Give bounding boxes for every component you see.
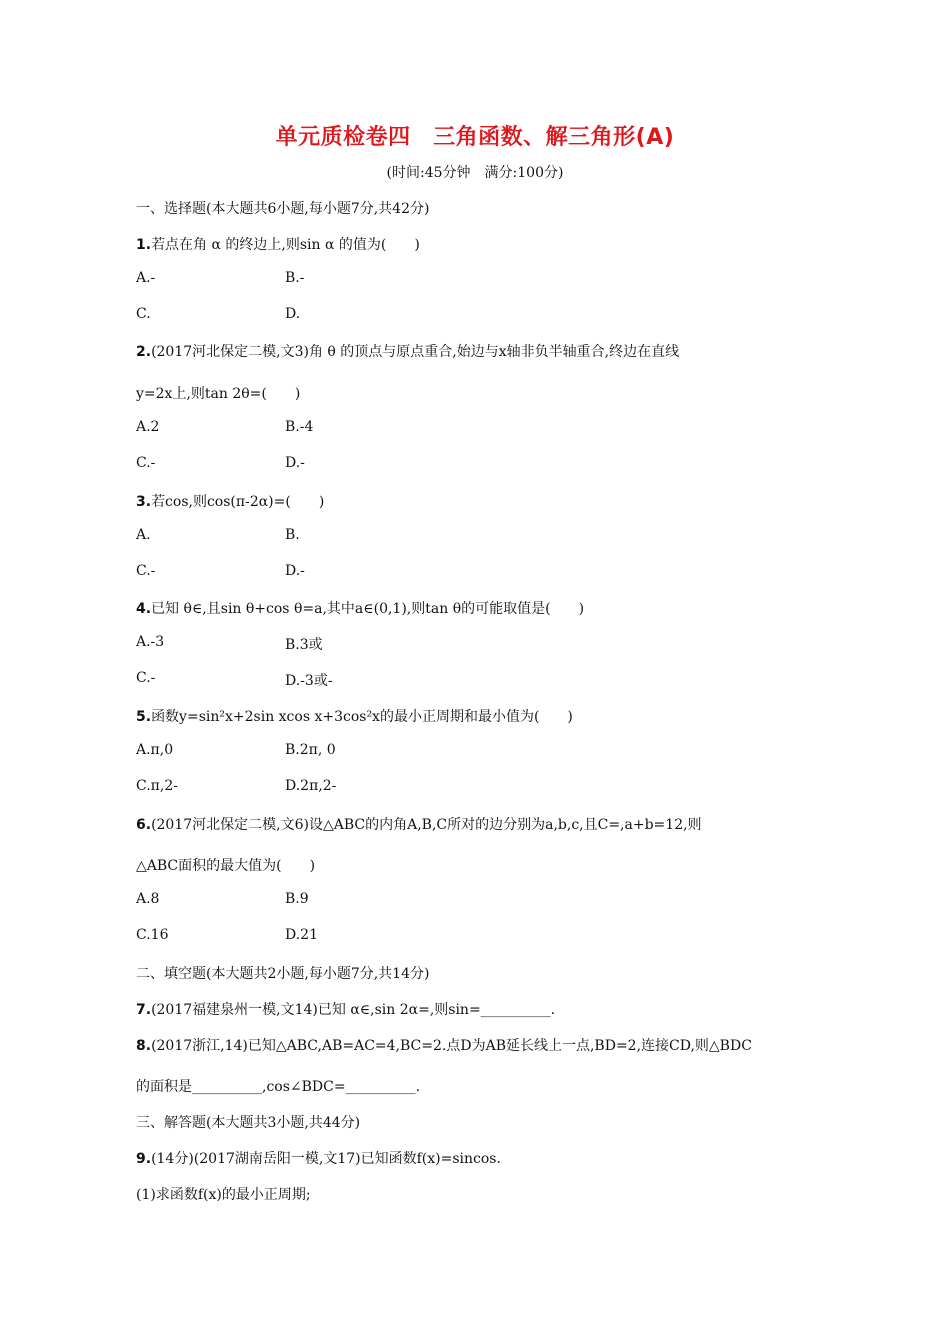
question-5 <box>136 706 573 726</box>
option-c: C.π,2- <box>136 778 178 794</box>
section-heading-solve: 三、解答题(本大题共3小题,共44分) <box>136 1115 361 1131</box>
question-number: 5. <box>136 709 152 725</box>
question-8 <box>136 1035 752 1055</box>
question-text: 函数y=sin²x+2sin xcos x+3cos²x的最小正周期和最小值为( ) <box>151 709 573 725</box>
question-9 <box>136 1148 501 1168</box>
option-a: A.π,0 <box>136 742 174 758</box>
option-b: B.-4 <box>285 419 314 435</box>
question-number: 2. <box>136 344 152 360</box>
section-heading-fill: 二、填空题(本大题共2小题,每小题7分,共14分) <box>136 966 430 982</box>
option-b: B.9 <box>285 891 309 907</box>
question-text: (2017河北保定二模,文6)设△ABC的内角A,B,C所对的边分别为a,b,c,且C=,a+b=12,则 <box>151 817 702 833</box>
option-c: C.- <box>136 563 156 579</box>
option-a: A.-3 <box>136 634 165 650</box>
question-text: (2017河北保定二模,文3)角 θ 的顶点与原点重合,始边与x轴非负半轴重合,终边在直线 <box>151 344 680 360</box>
question-number: 1. <box>136 237 152 253</box>
question-8-continued: 的面积是__________,cos∠BDC=__________. <box>136 1079 421 1095</box>
option-a: A. <box>136 527 151 543</box>
question-7 <box>136 999 555 1019</box>
page-title: 单元质检卷四 三角函数、解三角形(A) <box>275 125 675 150</box>
question-number: 4. <box>136 601 152 617</box>
option-b: B.2π, 0 <box>285 742 336 758</box>
question-4 <box>136 598 584 618</box>
option-c: C.- <box>136 455 156 471</box>
question-number: 7. <box>136 1002 152 1018</box>
option-c: C.- <box>136 670 156 686</box>
option-d: D.21 <box>285 927 318 943</box>
question-2 <box>136 341 679 361</box>
question-2-continued: y=2x上,则tan 2θ=( ) <box>136 386 301 402</box>
option-c: C. <box>136 306 151 322</box>
option-d: D.- <box>285 563 305 579</box>
option-a: A.- <box>136 270 156 286</box>
question-text: (14分)(2017湖南岳阳一模,文17)已知函数f(x)=sincos. <box>151 1151 501 1167</box>
question-text: (2017福建泉州一模,文14)已知 α∈,sin 2α=,则sin=__________. <box>151 1002 556 1018</box>
question-number: 8. <box>136 1038 152 1054</box>
question-3 <box>136 491 324 511</box>
option-b: B.- <box>285 270 305 286</box>
question-text: 已知 θ∈,且sin θ+cos θ=a,其中a∈(0,1),则tan θ的可能取值是( ) <box>151 601 585 617</box>
option-d: D.-3或- <box>285 673 333 689</box>
option-d: D.2π,2- <box>285 778 337 794</box>
question-text: 若点在角 α 的终边上,则sin α 的值为( ) <box>151 237 420 253</box>
option-d: D. <box>285 306 301 322</box>
question-text: (2017浙江,14)已知△ABC,AB=AC=4,BC=2.点D为AB延长线上一点,BD=2,连接CD,则△BDC <box>151 1038 752 1054</box>
page-subtitle: (时间:45分钟 满分:100分) <box>386 165 564 181</box>
option-a: A.8 <box>136 891 160 907</box>
question-1 <box>136 234 420 254</box>
question-number: 6. <box>136 817 152 833</box>
question-number: 9. <box>136 1151 152 1167</box>
section-heading-choice: 一、选择题(本大题共6小题,每小题7分,共42分) <box>136 201 430 217</box>
option-a: A.2 <box>136 419 160 435</box>
option-c: C.16 <box>136 927 169 943</box>
option-b: B.3或 <box>285 637 323 653</box>
question-6-continued: △ABC面积的最大值为( ) <box>136 858 316 874</box>
question-number: 3. <box>136 494 152 510</box>
question-6 <box>136 814 702 834</box>
option-b: B. <box>285 527 300 543</box>
option-d: D.- <box>285 455 305 471</box>
question-text: 若cos,则cos(π-2α)=( ) <box>151 494 325 510</box>
question-9-part-1: (1)求函数f(x)的最小正周期; <box>136 1187 311 1203</box>
